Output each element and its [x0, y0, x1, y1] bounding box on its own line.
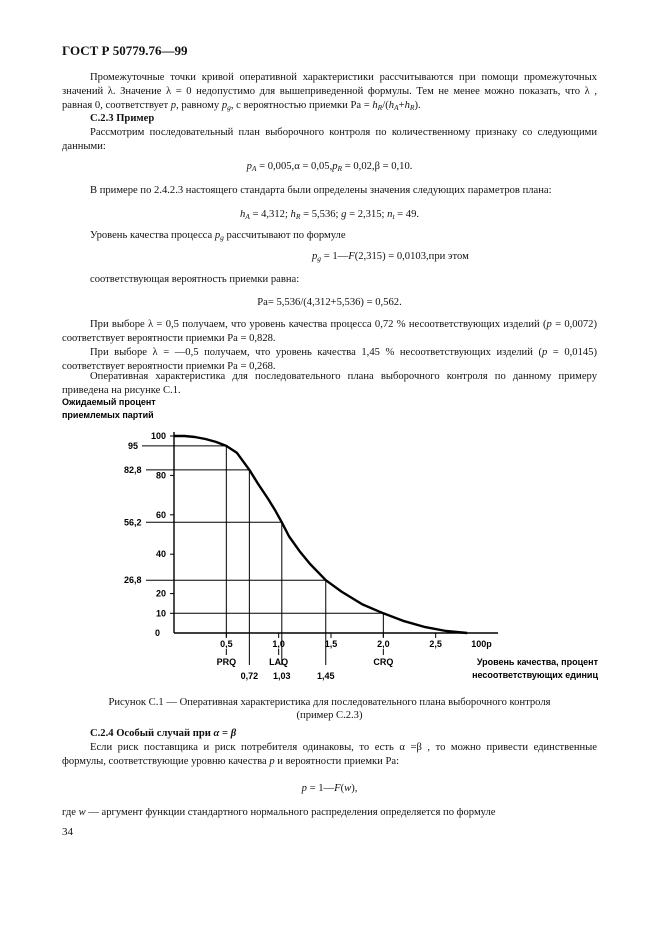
x-special-label: CRQ: [373, 657, 394, 667]
figure-caption-line2: (пример C.2.3): [296, 710, 363, 721]
x-axis-label-line2: несоответствующих единиц: [472, 670, 598, 680]
document-header: ГОСТ Р 50779.76—99: [62, 43, 188, 58]
oc-curve-point: [445, 630, 447, 632]
figure-caption: [62, 696, 597, 722]
y-special-label: 56,2: [124, 517, 142, 528]
oc-curve-point: [236, 452, 238, 454]
oc-curve-point: [466, 632, 468, 634]
formula-p-of-w: p = 1—F(w),: [301, 783, 358, 794]
oc-curve-point: [184, 435, 186, 437]
x-tick-label: 1,5: [324, 639, 338, 649]
oc-curve-point: [249, 469, 251, 471]
oc-curve-point: [173, 435, 175, 437]
y-tick-label: 40: [155, 549, 166, 560]
x-special-label: 0,72: [240, 671, 259, 681]
page-number: 34: [62, 826, 73, 838]
paragraph-acceptance-prob: соответствующая вероятность приемки равна:: [90, 274, 300, 285]
x-special-label: LAQ: [269, 657, 289, 667]
oc-curve-point: [299, 550, 301, 552]
oc-curve-line: [174, 436, 467, 633]
oc-curve-point: [403, 620, 405, 622]
y-tick-label: 80: [155, 470, 166, 481]
oc-curve-point: [194, 436, 196, 438]
x-tick-label: 2,5: [429, 639, 442, 649]
y-tick-label: 0: [154, 628, 160, 638]
paragraph-plan-params: В примере по 2.4.2.3 настоящего стандарта были определены значения следующих параметров плана:: [90, 185, 552, 196]
formula-plan-data: $p_A = 0,005,\alpha = 0,05,p_R = 0,02,\beta = 0,10$.: [246, 161, 413, 173]
x-special-label: 1,03: [273, 671, 291, 681]
y-special-label: 95: [128, 440, 139, 451]
x-tick-label: 0,5: [220, 639, 233, 649]
paragraph-quality-level: Уровень качества процесса $p_g$ рассчитывают по формуле: [90, 230, 346, 242]
oc-curve-point: [226, 445, 228, 447]
y-special-label: 26,8: [124, 575, 142, 586]
x-tick-label: 2,0: [377, 639, 390, 649]
y-axis-label-line1: Ожидаемый процент: [62, 397, 156, 407]
oc-curve-point: [362, 604, 364, 606]
x-tick-label: 1,0: [272, 639, 285, 649]
oc-curve-point: [288, 536, 290, 538]
oc-curve-point: [325, 579, 327, 581]
paragraph-intermediate-points: Промежуточные точки кривой оперативной характеристики рассчитываются при помощи промежуточных значений λ. Значение λ = 0 недопустимо для вышеприведенной формулы. Тем не менее можно показать, что λ , равная 0, соответствует p, равному $p_g$, с вероятностью приемки $Pa = h_R/(h_A+h_R)$.: [62, 72, 597, 112]
y-special-label: 82,8: [124, 464, 142, 475]
x-tick-label-100p: 100p: [471, 639, 492, 649]
paragraph-lambda-negative: При выборе λ = —0,5 получаем, что уровень качества 1,45 % несоответствующих изделий (p = 0,0145) соответствует вероятности приемки Pa = 0,268.: [62, 347, 597, 372]
paragraph-w-definition: где w — аргумент функции стандартного нормального распределения определяется по формуле: [62, 807, 496, 818]
oc-curve-point: [341, 591, 343, 593]
paragraph-equal-risk: Если риск поставщика и риск потребителя одинаковы, то есть α =β , то можно привести единственные формулы, соответствующие уровню качества p и вероятности приемки Pa:: [62, 742, 597, 767]
oc-curve-point: [281, 521, 283, 523]
oc-curve-point: [205, 438, 207, 440]
paragraph-example-intro: Рассмотрим последовательный план выборочного контроля по количественному признаку со следующими данными:: [62, 127, 597, 152]
paragraph-lambda-positive: При выборе λ = 0,5 получаем, что уровень качества процесса 0,72 % несоответствующих изделий (p = 0,0072) соответствует вероятности приемки Pa = 0,828.: [62, 319, 597, 344]
y-axis-label-line2: приемлемых партий: [62, 410, 154, 420]
oc-curve-chart: [0, 392, 661, 692]
section-heading-c23: C.2.3 Пример: [90, 113, 155, 124]
section-heading-c24: C.2.4 Особый случай при α = β: [90, 728, 237, 739]
x-special-label: PRQ: [216, 657, 237, 667]
oc-curve-point: [215, 441, 217, 443]
x-special-label: 1,45: [317, 671, 335, 681]
y-tick-label: 20: [155, 588, 166, 599]
formula-pa: Pa= 5,536/(4,312+5,536) = 0,562.: [257, 297, 402, 308]
y-tick-label: 60: [155, 509, 166, 520]
formula-plan-params: $h_A = 4,312$; $h_R = 5,536$; g = 2,315; $n_t = 49$.: [239, 209, 420, 221]
oc-curve-point: [383, 613, 385, 615]
oc-curve-point: [309, 563, 311, 565]
x-axis-label-line1: Уровень качества, процент: [476, 657, 598, 667]
oc-curve-point: [424, 626, 426, 628]
figure-caption-line1: Рисунок C.1 — Оперативная характеристика для последовательного плана выборочного контроля: [108, 697, 551, 708]
y-tick-label: 10: [155, 608, 166, 619]
oc-curve-point: [275, 510, 277, 512]
y-tick-label: 100: [150, 431, 166, 441]
formula-pg: $p_g$ = 1—F(2,315) = 0,0103,при этом: [312, 251, 469, 263]
oc-curve-point: [257, 482, 259, 484]
paragraph-oc-figure-ref: Оперативная характеристика для последовательного плана выборочного контроля по данному примеру приведена на рисунке C.1.: [62, 371, 597, 396]
oc-curve-point: [267, 498, 269, 500]
